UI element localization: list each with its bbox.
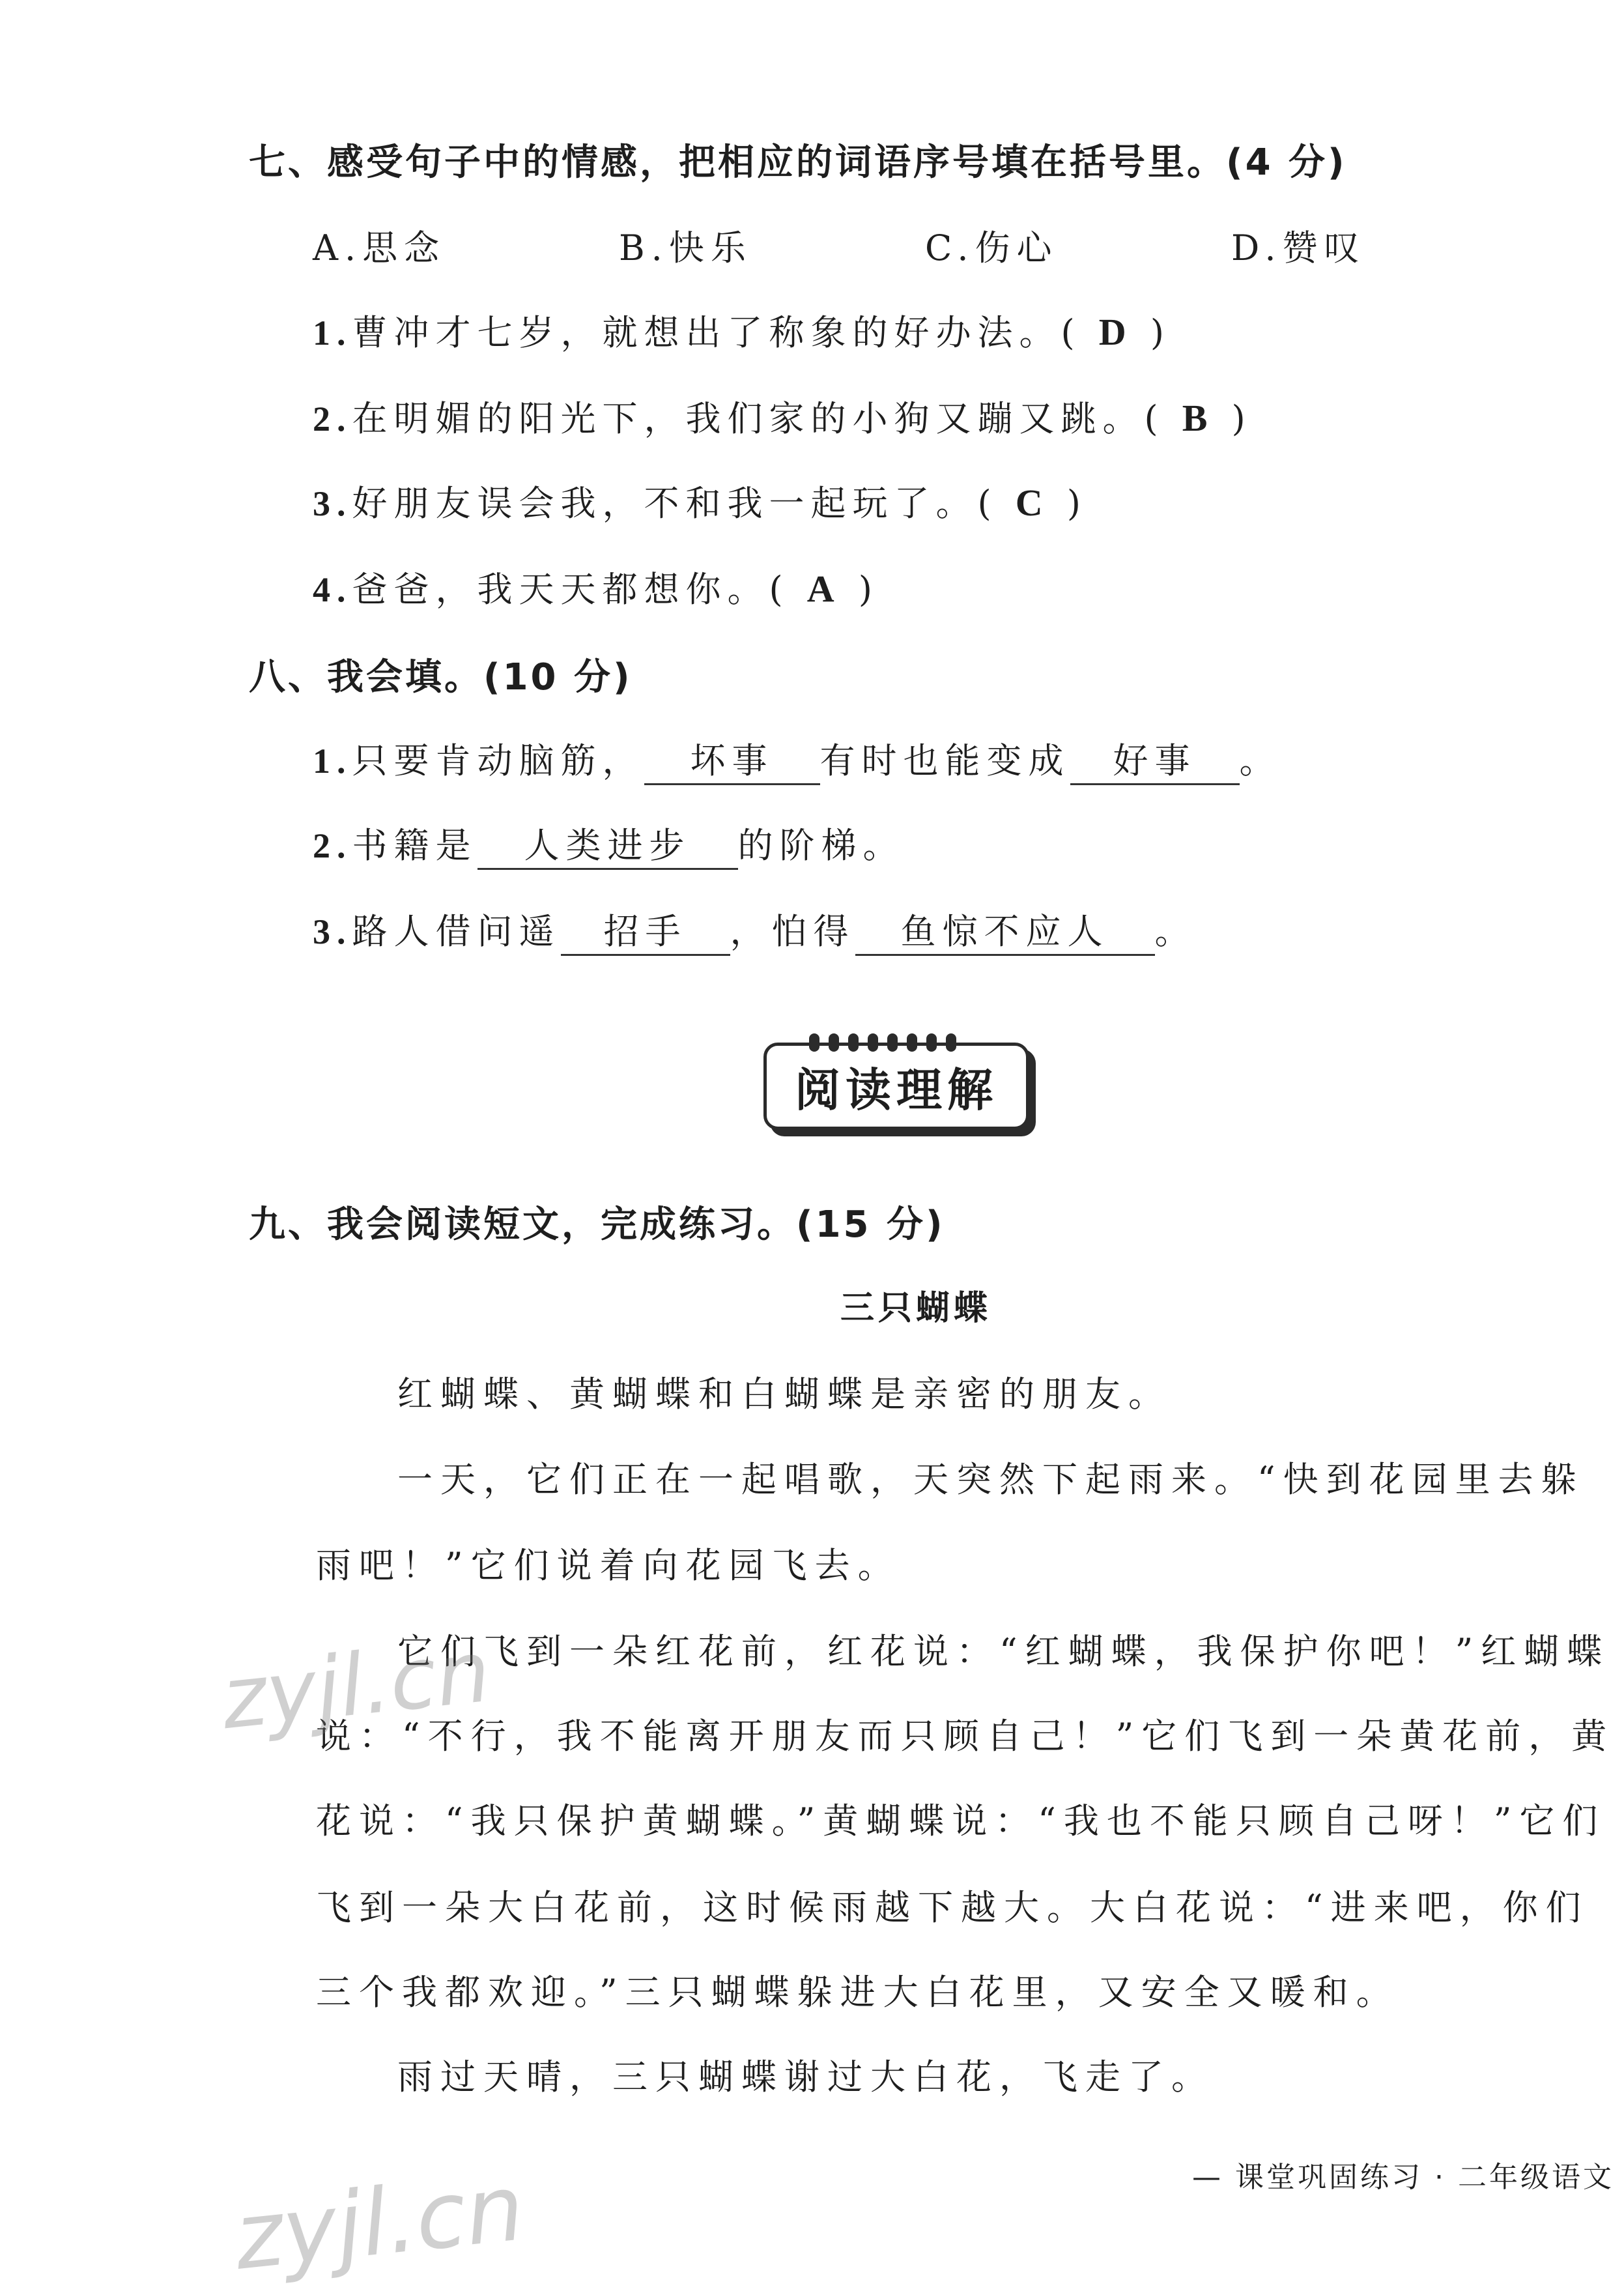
item-text: 有时也能变成	[819, 740, 1070, 781]
item-text: 。	[1154, 911, 1197, 952]
story-line: 雨过天晴，三只蝴蝶谢过大白花，飞走了。	[397, 2056, 1214, 2097]
item-text: 曹冲才七岁，就想出了称象的好办法。(	[352, 312, 1081, 353]
q7-title: 七、感受句子中的情感，把相应的词语序号填在括号里。(4 分)	[249, 141, 1347, 184]
story-line: 它们飞到一朵红花前，红花说：“红蝴蝶，我保护你吧！”红蝴蝶	[397, 1631, 1610, 1672]
fill-blank: 招手	[561, 904, 730, 956]
binder-rings-icon	[809, 1033, 956, 1052]
fill-blank: 好事	[1070, 733, 1240, 785]
answer: C	[1015, 482, 1049, 524]
story-title: 三只蝴蝶	[840, 1289, 992, 1328]
answer: A	[806, 568, 841, 610]
watermark: zyjl.cn	[217, 1621, 495, 1749]
story-line: 一天，它们正在一起唱歌，天突然下起雨来。“快到花园里去躲	[397, 1459, 1584, 1500]
paren: )	[1231, 398, 1252, 439]
q8-item-1	[313, 733, 1281, 785]
paren: )	[858, 569, 879, 610]
item-text: 。	[1239, 740, 1281, 781]
item-text: 在明媚的阳光下，我们家的小狗又蹦又跳。(	[352, 398, 1165, 439]
footer-label: — 课堂巩固练习 · 二年级语文	[1192, 2161, 1614, 2194]
story-line: 花说：“我只保护黄蝴蝶。”黄蝴蝶说：“我也不能只顾自己呀！”它们	[316, 1800, 1606, 1841]
item-number: 2.	[313, 399, 352, 439]
item-number: 1.	[313, 313, 352, 353]
q8-title: 八、我会填。(10 分)	[249, 656, 633, 699]
item-number: 2.	[313, 826, 352, 865]
answer: B	[1182, 397, 1214, 439]
item-number: 1.	[313, 742, 352, 781]
watermark: zyjl.cn	[229, 2155, 529, 2291]
item-number: 4.	[313, 570, 352, 609]
story-line: 红蝴蝶、黄蝴蝶和白蝴蝶是亲密的朋友。	[397, 1374, 1171, 1415]
item-text: 路人借问遥	[352, 911, 561, 952]
fill-blank: 坏事	[644, 733, 820, 785]
item-text: 爸爸，我天天都想你。(	[352, 569, 790, 610]
story-line: 飞到一朵大白花前，这时候雨越下越大。大白花说：“进来吧，你们	[316, 1887, 1589, 1928]
q9-title: 九、我会阅读短文，完成练习。(15 分)	[249, 1203, 945, 1246]
item-text: 书籍是	[352, 825, 477, 866]
paren: )	[1066, 483, 1087, 524]
item-text: 的阶梯。	[737, 825, 905, 866]
story-line: 雨吧！”它们说着向花园飞去。	[316, 1545, 901, 1586]
q7-item-3	[313, 476, 1087, 526]
answer: D	[1098, 311, 1133, 353]
option-a: A.思念	[313, 227, 446, 268]
badge-label: 阅读理解	[763, 1043, 1029, 1130]
story-line: 说：“不行，我不能离开朋友而只顾自己！”它们飞到一朵黄花前，黄	[316, 1716, 1615, 1757]
paren: )	[1150, 312, 1171, 353]
q8-item-2	[313, 818, 905, 870]
fill-blank: 鱼惊不应人	[855, 904, 1155, 956]
q7-item-1	[313, 305, 1171, 355]
option-c: C.伤心	[925, 227, 1059, 268]
item-text: ，怕得	[730, 911, 855, 952]
q8-item-3	[313, 904, 1197, 956]
q7-item-2	[313, 391, 1252, 441]
fill-blank: 人类进步	[477, 818, 738, 870]
option-d: D.赞叹	[1231, 227, 1366, 268]
item-text: 只要肯动脑筋，	[352, 740, 644, 781]
reading-section-badge	[763, 1043, 1037, 1140]
item-text: 好朋友误会我，不和我一起玩了。(	[352, 483, 998, 524]
item-number: 3.	[313, 912, 352, 951]
story-line: 三个我都欢迎。”三只蝴蝶躲进大白花里，又安全又暖和。	[316, 1972, 1399, 2013]
q7-item-4	[313, 562, 879, 612]
item-number: 3.	[313, 484, 352, 523]
option-b: B.快乐	[619, 227, 752, 268]
